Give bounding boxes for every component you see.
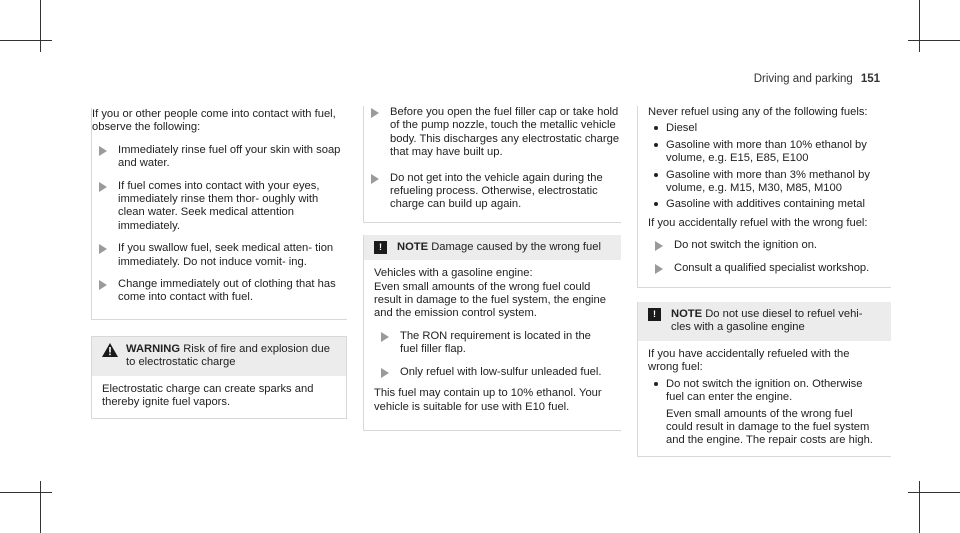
page-header (754, 73, 880, 86)
list-item: Consult a qualified specialist workshop. (648, 262, 891, 275)
list-item: Change immediately out of clothing that has come into contact with fuel. (92, 278, 347, 305)
arrow-icon (381, 332, 389, 342)
arrow-icon (99, 244, 107, 254)
arrow-icon (371, 108, 379, 118)
list-item: Do not switch the ignition on. Otherwise fuel can enter the engine. Even small amounts of the wrong fuel could result in damage to the fuel system and the engine. The repair costs are high. (648, 378, 881, 448)
warning-triangle-icon (102, 343, 118, 357)
list-item: If you swallow fuel, seek medical atten‐ tion immediately. Do not induce vomit‐ ing. (92, 242, 347, 269)
note-title: NOTE Do not use diesel to refuel vehi‐ cles with a gasoline engine (671, 308, 863, 334)
list-item: Gasoline with more than 3% methanol by volume, e.g. M15, M30, M85, M100 (648, 169, 891, 196)
crop-mark (908, 40, 960, 41)
safety-block (91, 108, 347, 320)
column-2 (363, 100, 621, 431)
list-item: Do not switch the ignition on. (648, 239, 891, 252)
crop-mark (0, 40, 52, 41)
note-body: Vehicles with a gasoline engine: Even small amounts of the wrong fuel could result in damage to the fuel system, the engine and the emission control system. The RON requirement is located in the fuel filler flap. Only refuel with low-sulfur unleaded fuel. This fuel may contain up to 10% ethanol. Your vehicle is suitable for use with E10 fuel. (364, 260, 621, 422)
list-item: Immediately rinse fuel off your skin with soap and water. (92, 144, 347, 171)
warning-body: Electrostatic charge can create sparks and thereby ignite fuel vapors. (102, 382, 314, 409)
arrow-icon (99, 182, 107, 192)
warning-header (92, 337, 346, 376)
note-box (637, 302, 891, 457)
list-item: Gasoline with more than 10% ethanol by volume, e.g. E15, E85, E100 (648, 139, 891, 166)
crop-mark (908, 492, 960, 493)
list-item: Only refuel with low-sulfur unleaded fuel. (374, 366, 611, 379)
note-header (638, 302, 891, 341)
bullet-icon (654, 143, 658, 147)
bullet-icon (654, 202, 658, 206)
arrow-icon (99, 146, 107, 156)
list-item: Do not get into the vehicle again during the refueling process. Otherwise, electrostatic charge can build up again. (364, 172, 621, 212)
bullet-icon (654, 126, 658, 130)
note-box (363, 235, 621, 431)
crop-mark (40, 481, 41, 533)
warning-title: WARNING Risk of fire and explosion due to electrostatic charge (126, 342, 330, 369)
arrow-icon (655, 241, 663, 251)
column-1 (91, 108, 347, 419)
bullet-icon (654, 382, 658, 386)
arrow-icon (655, 264, 663, 274)
arrow-icon (381, 368, 389, 378)
list-item: Before you open the fuel filler cap or take hold of the pump nozzle, touch the metallic vehicle body. This discharges any electrostatic charge that may have built up. (364, 106, 621, 160)
intro-text: If you or other people come into contact with fuel, observe the following: (92, 108, 336, 134)
safety-block (363, 106, 621, 223)
arrow-icon (99, 280, 107, 290)
note-title: NOTE Damage caused by the wrong fuel (397, 240, 601, 253)
fuel-block: Never refuel using any of the following fuels: Diesel Gasoline with more than 10% ethanol by volume, e.g. E15, E85, E100 Gasoline with more than 3% methanol by volume, e.g. M15, M30, M85, M100 Gasoline with additives containing metal If you accidentally refuel with the wrong fuel: Do not switch the ignition on. Consult a qualified specialist workshop. (637, 106, 891, 288)
note-body: If you have accidentally refueled with the wrong fuel: Do not switch the ignition on. Otherwise fuel can enter the engine. Even small amounts of the wrong fuel could result in damage to the fuel system and the engine. The repair costs are high. (638, 341, 891, 456)
list-item: Gasoline with additives containing metal (648, 198, 891, 211)
column-3 (637, 106, 891, 457)
note-header (364, 235, 621, 260)
section-title: Driving and parking (753, 73, 853, 85)
crop-mark (40, 0, 41, 52)
warning-box (91, 336, 347, 419)
list-item: The RON requirement is located in the fuel filler flap. (374, 330, 611, 357)
list-item: Diesel (648, 122, 891, 135)
crop-mark (919, 481, 920, 533)
arrow-icon (371, 174, 379, 184)
bullet-icon (654, 173, 658, 177)
crop-mark (0, 492, 52, 493)
notice-icon: ! (648, 308, 661, 321)
notice-icon: ! (374, 241, 387, 254)
crop-mark (919, 0, 920, 52)
page-number: 151 (860, 73, 880, 85)
list-item: If fuel comes into contact with your eyes, immediately rinse them thor‐ oughly with clean water. Seek medical attention immediately. (92, 180, 347, 234)
